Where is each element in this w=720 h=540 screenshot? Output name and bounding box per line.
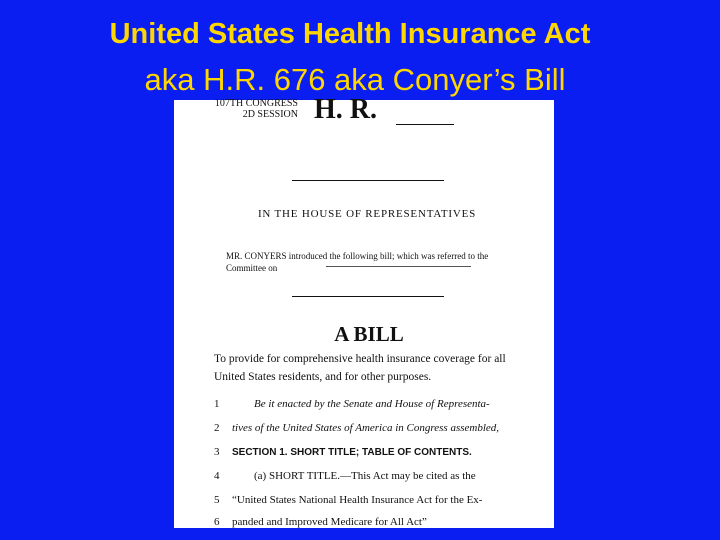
line-number: 4 [214, 470, 220, 482]
committee-blank [326, 266, 471, 267]
slide-subtitle: aka H.R. 676 aka Conyer’s Bill [144, 62, 566, 97]
congress-label: 107TH CONGRESS 2D SESSION [214, 98, 298, 120]
line-number: 6 [214, 516, 220, 528]
line-number: 3 [214, 446, 220, 458]
slide-title: United States Health Insurance Act [109, 18, 591, 50]
divider-rule [292, 180, 444, 181]
bill-document-image [174, 94, 554, 528]
bill-line: panded and Improved Medicare for All Act” [232, 516, 427, 528]
bill-heading: A BILL [334, 322, 404, 346]
bill-line: Be it enacted by the Senate and House of Representa- [254, 398, 490, 410]
introduction-text: MR. CONYERS introduced the following bill; which was referred to the Committee on [226, 251, 489, 273]
bill-number-blank [396, 124, 454, 125]
bill-line: tives of the United States of America in Congress assembled, [232, 422, 500, 434]
bill-line: “United States National Health Insurance Act for the Ex- [232, 494, 483, 506]
divider-rule [292, 296, 444, 297]
bill-number: H. R. [314, 94, 377, 125]
line-number: 1 [214, 398, 220, 410]
purpose-text: To provide for comprehensive health insurance coverage for all United States residents, and for other purposes. [214, 353, 506, 383]
line-number: 5 [214, 494, 220, 506]
line-number: 2 [214, 422, 220, 434]
chamber-heading: IN THE HOUSE OF REPRESENTATIVES [257, 208, 477, 220]
bill-line: SECTION 1. SHORT TITLE; TABLE OF CONTENTS. [232, 447, 472, 458]
bill-line: (a) SHORT TITLE.—This Act may be cited as the [254, 470, 476, 482]
